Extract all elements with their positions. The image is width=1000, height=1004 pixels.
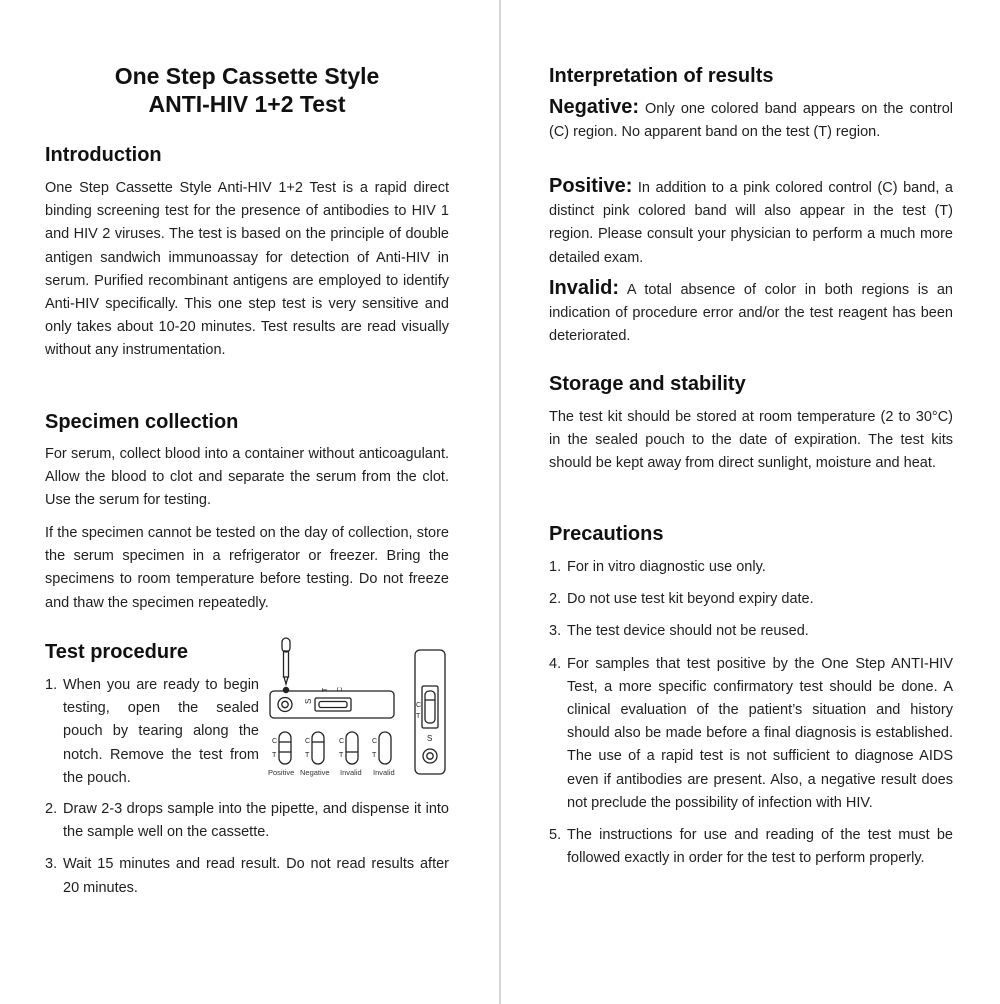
item-number: 4. — [549, 655, 562, 672]
cassette-c-label: C — [337, 686, 344, 692]
cassette-diagram — [262, 636, 452, 786]
item-number: 5. — [549, 827, 562, 844]
list-item — [549, 620, 953, 643]
storage-heading: Storage and stability — [549, 373, 746, 395]
item-number: 2. — [549, 591, 562, 608]
vertical-c-label: C — [416, 702, 422, 709]
title-line-1: One Step Cassette Style — [114, 63, 380, 89]
negative-text: Only one colored band appears on the control (C) region. No apparent band on the test (T) region. — [549, 101, 953, 141]
pipette-icon — [282, 638, 290, 693]
introduction-heading: Introduction — [45, 144, 162, 166]
item-text: Do not use test kit beyond expiry date. — [567, 591, 814, 608]
positive-text: In addition to a pink colored control (C) band, a distinct pink colored band will also appear in the test (T) region. Please consult your physician to perform a much more detailed exam. — [549, 180, 953, 266]
step-text: Draw 2-3 drops sample into the pipette, and dispense it into the sample well on the cassette. — [63, 801, 449, 841]
list-item — [549, 556, 953, 579]
item-text: For in vitro diagnostic use only. — [567, 559, 766, 575]
item-text: The test device should not be reused. — [567, 623, 809, 640]
cassette-t-label: T — [322, 687, 329, 692]
step-number: 3. — [45, 856, 58, 873]
result-labels — [268, 768, 395, 777]
precautions-heading: Precautions — [549, 523, 664, 545]
item-text: For samples that test positive by the One Step ANTI-HIV Test, a more specific confirmatory test should be done. A clinical evaluation of the patient’s situation and history should also be made before a final diagnosis is established. The use of a rapid test is not sufficient to diagnose AIDS even if antibodies are present. Also, a negative result does not preclude the possibility of infection with HIV. — [567, 655, 953, 811]
list-item — [45, 798, 449, 844]
procedure-step-1 — [45, 674, 259, 790]
result-window-positive — [272, 732, 291, 764]
negative-label: Negative: — [549, 96, 640, 118]
window-c-label: C — [372, 738, 378, 745]
positive-label: Positive: — [549, 175, 633, 197]
result-window-invalid-1 — [339, 732, 358, 764]
window-t-label: T — [272, 752, 277, 759]
title-line-2: ANTI-HIV 1+2 Test — [148, 91, 346, 117]
result-label-invalid-2: Invalid — [373, 768, 395, 777]
invalid-label: Invalid: — [549, 277, 620, 299]
interpretation-heading: Interpretation of results — [549, 65, 774, 87]
item-text: The instructions for use and reading of the test must be followed exactly in order for the test to perform properly. — [567, 827, 953, 867]
item-number: 1. — [549, 559, 562, 575]
invalid-text: A total absence of color in both regions is an indication of procedure error and/or the test reagent has been deteriorated. — [549, 282, 953, 345]
step-number: 1. — [45, 677, 58, 693]
procedure-heading: Test procedure — [45, 641, 188, 663]
list-item — [549, 824, 953, 870]
cassette-horizontal — [270, 687, 394, 718]
list-item — [549, 653, 953, 815]
step-text: When you are ready to begin testing, open the sealed pouch by tearing along the notch. Remove the test from the pouch. — [63, 677, 259, 786]
result-positive — [549, 175, 953, 270]
precautions-list — [549, 556, 953, 870]
result-negative — [549, 96, 953, 144]
window-t-label: T — [372, 752, 377, 759]
result-label-negative: Negative — [300, 768, 330, 777]
procedure-steps-rest — [45, 798, 449, 900]
storage-text: The test kit should be stored at room temperature (2 to 30°C) in the sealed pouch to the date of expiration. The test kits should be kept away from direct sunlight, moisture and heat. — [549, 409, 953, 472]
window-c-label: C — [305, 738, 311, 745]
column-divider — [499, 0, 501, 1004]
result-window-invalid-2 — [372, 732, 391, 764]
specimen-heading: Specimen collection — [45, 411, 239, 433]
cassette-vertical — [415, 650, 445, 774]
introduction-text: One Step Cassette Style Anti-HIV 1+2 Test is a rapid direct binding screening test for the presence of antibodies to HIV 1 and HIV 2 viruses. The test is based on the principle of double antigen sandwich immunoassay for detection of Anti-HIV in serum. Purified recombinant antigens are employed to identify Anti-HIV specifically. This one step test is very sensitive and only takes about 10-20 minutes. Test results are read visually without any instrumentation. — [45, 180, 449, 359]
procedure-illustration — [262, 636, 452, 791]
window-t-label: T — [339, 752, 344, 759]
step-number: 2. — [45, 801, 58, 817]
window-c-label: C — [339, 738, 345, 745]
specimen-paragraph-2: If the specimen cannot be tested on the day of collection, store the serum specimen in a refrigerator or freezer. Bring the specimens to room temperature before testing. Do not freeze and thaw the specimen repeatedly. — [45, 525, 449, 611]
cassette-s-label: S — [304, 698, 313, 704]
specimen-paragraph-1: For serum, collect blood into a container without anticoagulant. Allow the blood to clot and separate the serum from the clot. Use the serum for testing. — [45, 446, 449, 509]
step-text: Wait 15 minutes and read result. Do not read results after 20 minutes. — [63, 856, 449, 896]
list-item — [45, 674, 259, 790]
result-window-negative — [305, 732, 324, 764]
window-t-label: T — [305, 752, 310, 759]
result-invalid — [549, 277, 953, 349]
list-item — [45, 853, 449, 899]
list-item — [549, 588, 953, 611]
vertical-s-label: S — [427, 734, 433, 743]
vertical-t-label: T — [416, 713, 421, 720]
document-title — [45, 62, 449, 118]
item-number: 3. — [549, 623, 562, 640]
window-c-label: C — [272, 738, 278, 745]
result-label-positive: Positive — [268, 768, 295, 777]
result-label-invalid-1: Invalid — [340, 768, 362, 777]
